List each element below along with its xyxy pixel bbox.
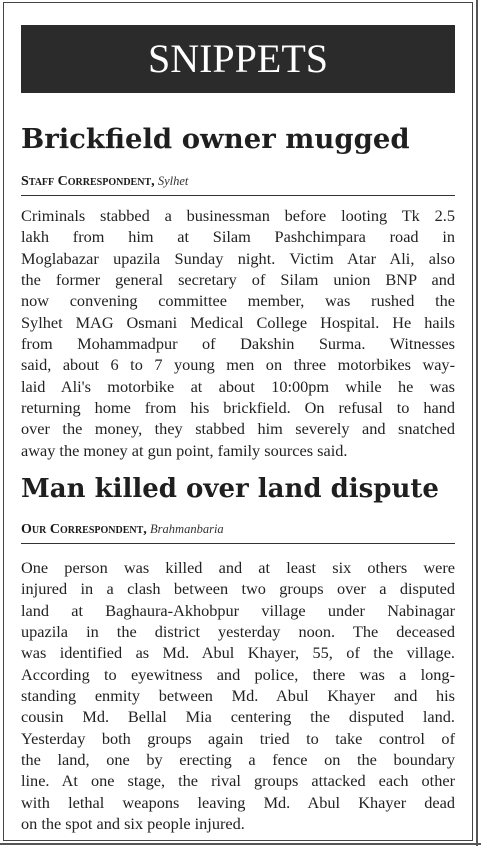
byline-place: Sylhet <box>157 174 189 188</box>
body-line: from Mohammadpur of Dakshin Surma. Witnesses <box>21 334 455 354</box>
page-edge-bottom <box>0 843 481 845</box>
section-banner <box>21 25 455 93</box>
byline-credit: Our Correspondent, <box>21 522 147 537</box>
body-line: with lethal weapons leaving Md. Abul Khayer dead <box>21 792 455 812</box>
body-line: Criminals stabbed a businessman before looting Tk 2.5 <box>21 206 455 225</box>
article-headline: Man killed over land dispute <box>21 474 439 504</box>
article-body <box>21 205 455 461</box>
body-line: said, about 6 to 7 young men on three motorbikes way- <box>21 355 455 375</box>
body-line: According to eyewitness and police, there was a long- <box>21 664 455 684</box>
article-body <box>21 557 455 834</box>
body-line: line. At one stage, the rival groups attacked each other <box>21 771 455 791</box>
body-line: the land, one by erecting a fence on the boundary <box>21 750 455 770</box>
body-line: standing enmity between Md. Abul Khayer and his <box>21 686 455 706</box>
body-line: injured in a clash between two groups over a disputed <box>21 579 455 599</box>
body-line: lakh from him at Silam Pashchimpara road in <box>21 227 455 247</box>
body-line: One person was killed and at least six others were <box>21 558 455 577</box>
article-byline <box>21 522 455 544</box>
body-line: upazila in the district yesterday noon. The deceased <box>21 622 455 642</box>
section-title: SNIPPETS <box>147 36 329 81</box>
body-line: the former general secretary of Silam union BNP and <box>21 270 455 290</box>
body-line: laid Ali's motorbike at about 10:00pm while he was <box>21 376 455 396</box>
body-line: now convening committee member, was rushed the <box>21 291 455 311</box>
article-headline: Brickfield owner mugged <box>21 123 410 155</box>
body-line: Sylhet MAG Osmani Medical College Hospital. He hails <box>21 312 455 332</box>
byline-credit: Staff Correspondent, <box>21 174 155 189</box>
body-line: land at Baghaura-Akhobpur village under Nabinagar <box>21 600 455 620</box>
byline-place: Brahmanbaria <box>150 522 224 536</box>
body-line: cousin Md. Bellal Mia centering the disputed land. <box>21 707 455 727</box>
body-line: on the spot and six people injured. <box>21 814 245 834</box>
page-edge-right <box>476 0 478 846</box>
body-line: was identified as Md. Abul Khayer, 55, of the village. <box>21 643 455 663</box>
body-line: Yesterday both groups again tried to take control of <box>21 728 455 748</box>
body-line: Moglabazar upazila Sunday night. Victim Atar Ali, also <box>21 248 455 268</box>
body-line: returning home from his brickfield. On refusal to hand <box>21 398 455 418</box>
article-byline <box>21 174 455 196</box>
body-line: over the money, they stabbed him severely and snatched <box>21 419 455 439</box>
body-line: away the money at gun point, family sources said. <box>21 440 348 460</box>
